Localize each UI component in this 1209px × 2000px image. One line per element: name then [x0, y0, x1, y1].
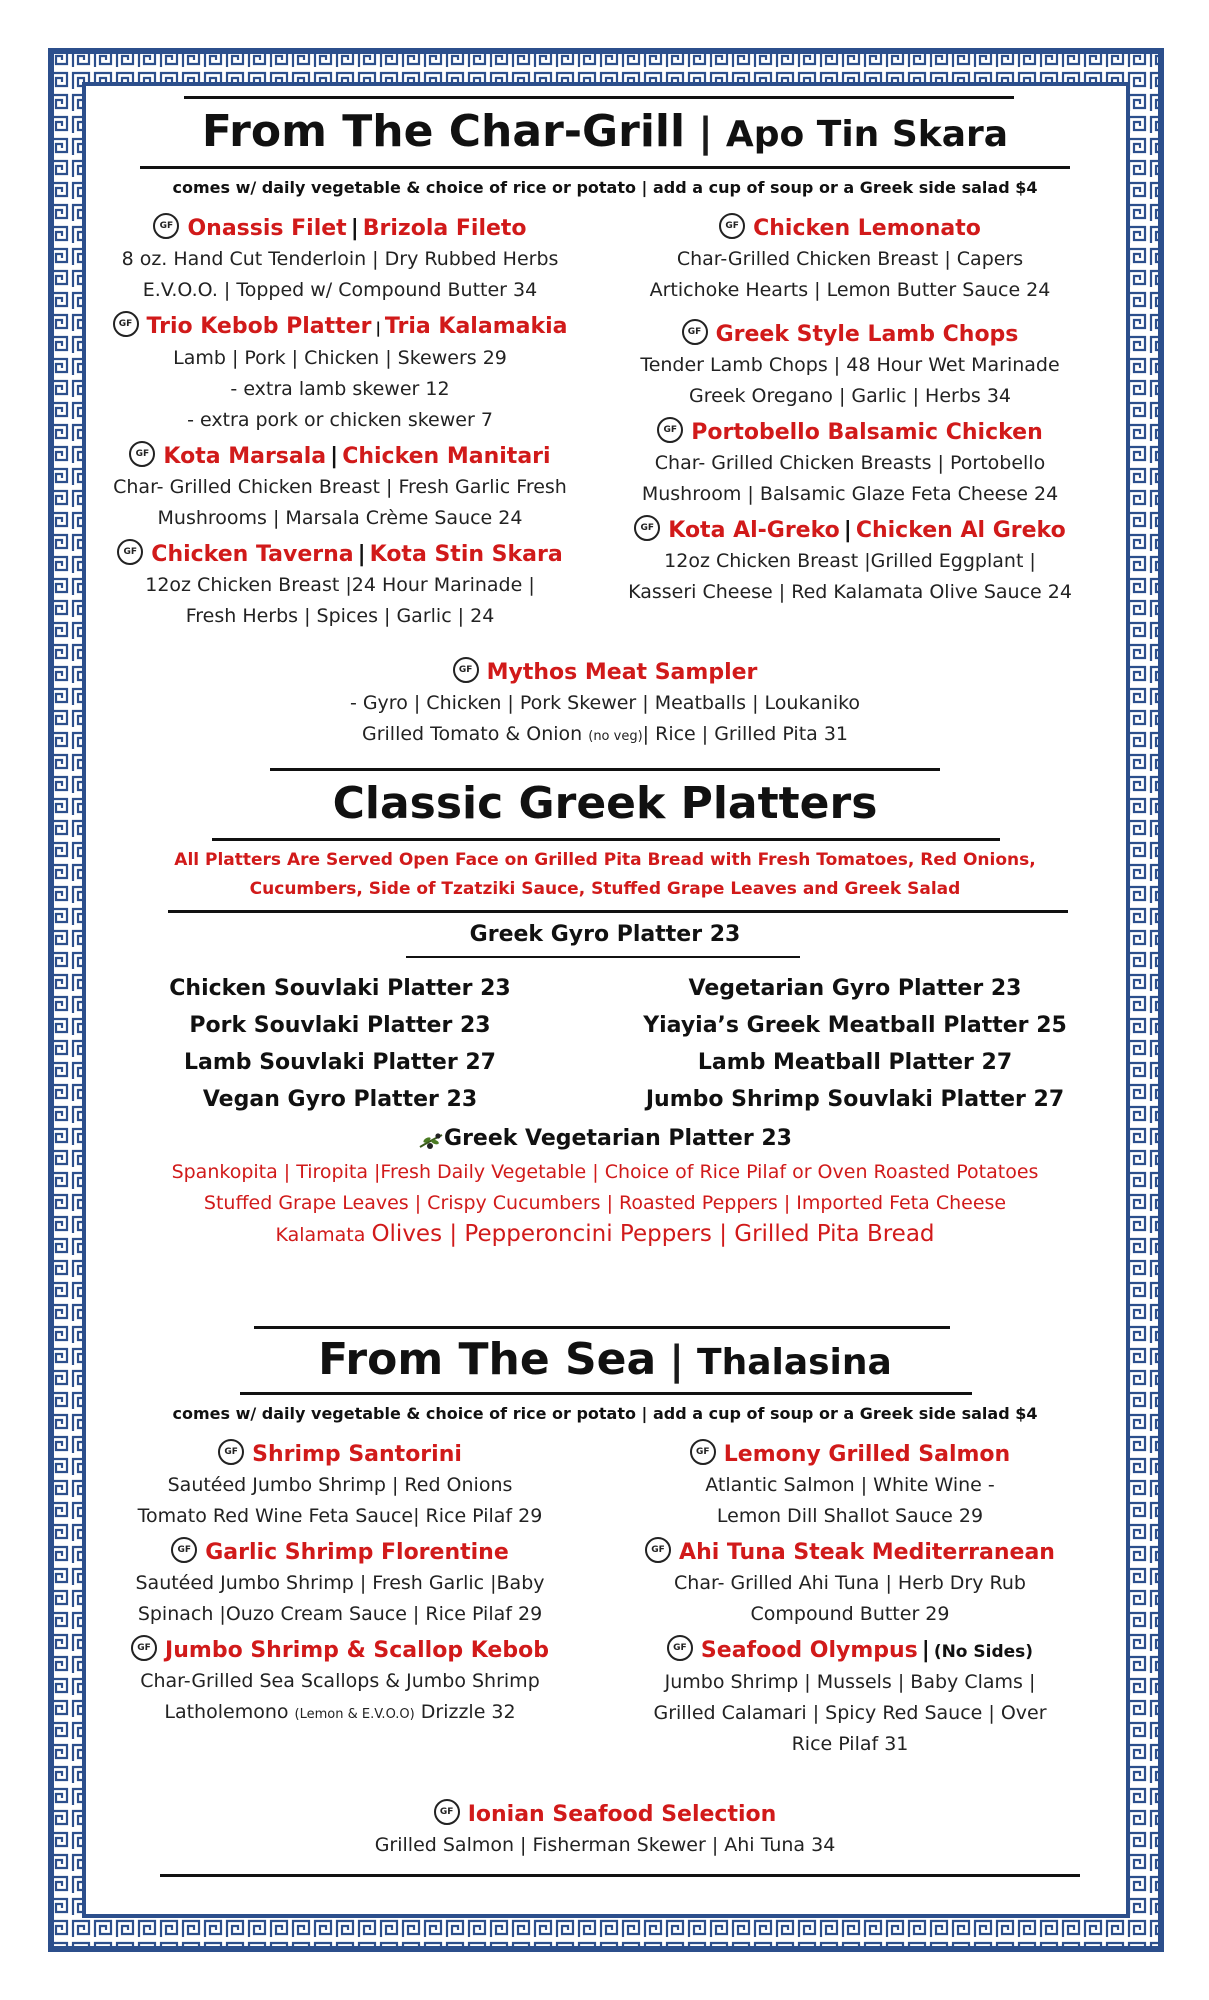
item-description-line2: Grilled Tomato & Onion (no veg)| Rice | Grilled Pita 31: [361, 723, 848, 745]
menu-item: [610, 1636, 1090, 1760]
platter-item: Vegetarian Gyro Platter 23: [688, 976, 1022, 1001]
sea-left-column: [100, 1440, 580, 1736]
name-separator: |: [843, 518, 852, 543]
no-sides-tag: (No Sides): [933, 1642, 1034, 1662]
item-name: Chicken Lemonato: [753, 216, 981, 241]
gluten-free-icon: GF: [453, 657, 479, 683]
item-description: - Gyro | Chicken | Pork Skewer | Meatballs | Loukaniko: [349, 692, 861, 714]
gluten-free-icon: GF: [117, 539, 143, 565]
grill-bottom-rule: [140, 166, 1070, 169]
item-description: Atlantic Salmon | White Wine - Lemon Dill Shallot Sauce 29: [705, 1474, 995, 1527]
menu-item: [610, 1440, 1090, 1532]
menu-item: [100, 1636, 580, 1730]
gluten-free-icon: GF: [153, 213, 179, 239]
menu-item: [610, 516, 1090, 608]
item-name: Trio Kebob Platter: [146, 314, 372, 339]
item-name: Lemony Grilled Salmon: [723, 1442, 1011, 1467]
gluten-free-icon: GF: [434, 1799, 460, 1825]
item-name: Chicken Taverna: [151, 542, 354, 567]
item-name: Portobello Balsamic Chicken: [691, 420, 1043, 445]
item-name: Kota Al-Greko: [668, 518, 840, 543]
item-name: Mythos Meat Sampler: [486, 660, 758, 685]
menu-item: [100, 442, 580, 534]
item-description-line2: Latholemono (Lemon & E.V.O.O) Drizzle 32: [164, 1701, 516, 1723]
platter-item: Chicken Souvlaki Platter 23: [169, 976, 511, 1001]
platters-note: All Platters Are Served Open Face on Grilled Pita Bread with Fresh Tomatoes, Red Onions, Cucumbers, Side of Tzatziki Sauce, Stuffed Grape Leaves and Greek Salad: [174, 850, 1036, 899]
sea-end-rule: [160, 1874, 1080, 1877]
item-description: Char- Grilled Ahi Tuna | Herb Dry Rub Compound Butter 29: [674, 1572, 1026, 1625]
name-separator: |: [357, 542, 366, 567]
item-name-alt: Kota Stin Skara: [369, 542, 563, 567]
veg-description-2: Stuffed Grape Leaves | Crispy Cucumbers | Roasted Peppers | Imported Feta Cheese: [203, 1192, 1007, 1214]
platters-left-column: [120, 970, 560, 1118]
gluten-free-icon: GF: [682, 319, 708, 345]
item-name-alt: Chicken Al Greko: [855, 518, 1066, 543]
grill-note: comes w/ daily vegetable & choice of rice or potato | add a cup of soup or a Greek side salad $4: [172, 178, 1038, 197]
gyro-platter: Greek Gyro Platter 23: [469, 922, 741, 947]
menu-item: [100, 540, 580, 632]
platters-right-column: [620, 970, 1090, 1118]
name-separator: |: [375, 319, 381, 337]
menu-item: [610, 418, 1090, 510]
name-separator: |: [330, 444, 339, 469]
platter-item: Lamb Meatball Platter 27: [697, 1050, 1013, 1075]
grill-title: From The Char-Grill: [201, 106, 686, 157]
menu-item: [610, 1538, 1090, 1630]
gluten-free-icon: GF: [634, 515, 660, 541]
sea-top-rule: [254, 1326, 950, 1329]
platters-note-rule: [168, 910, 1068, 913]
platter-item: Vegan Gyro Platter 23: [202, 1087, 478, 1112]
item-description: 12oz Chicken Breast |Grilled Eggplant | Kasseri Cheese | Red Kalamata Olive Sauce 24: [628, 550, 1072, 603]
platters-mid-rule: [212, 838, 1000, 841]
item-name-alt: Brizola Fileto: [362, 216, 527, 241]
platter-item: Pork Souvlaki Platter 23: [189, 1013, 491, 1038]
sea-title: From The Sea: [318, 1334, 657, 1385]
vegetarian-platter: [100, 1120, 1110, 1251]
menu-item: [100, 1440, 580, 1532]
veg-description-1: Spankopita | Tiropita |Fresh Daily Vegetable | Choice of Rice Pilaf or Oven Roasted Potatoes: [171, 1161, 1039, 1183]
item-description: Char-Grilled Chicken Breast | Capers Artichoke Hearts | Lemon Butter Sauce 24: [649, 248, 1051, 301]
sea-note: comes w/ daily vegetable & choice of rice or potato | add a cup of soup or a Greek side salad $4: [172, 1404, 1038, 1423]
item-description: Sautéed Jumbo Shrimp | Red Onions Tomato Red Wine Feta Sauce| Rice Pilaf 29: [137, 1474, 543, 1527]
grill-heading: [100, 106, 1110, 157]
gluten-free-icon: GF: [657, 417, 683, 443]
gluten-free-icon: GF: [113, 311, 139, 337]
item-name: Garlic Shrimp Florentine: [205, 1540, 509, 1565]
meat-sampler: [295, 658, 915, 752]
item-name-alt: Chicken Manitari: [342, 444, 551, 469]
item-description: Sautéed Jumbo Shrimp | Fresh Garlic |Baby Spinach |Ouzo Cream Sauce | Rice Pilaf 29: [135, 1572, 545, 1625]
item-name: Kota Marsala: [163, 444, 327, 469]
item-description: Char- Grilled Chicken Breast | Fresh Garlic Fresh Mushrooms | Marsala Crème Sauce 24: [113, 476, 567, 529]
menu-item: [100, 1538, 580, 1630]
gluten-free-icon: GF: [171, 1537, 197, 1563]
item-description: Jumbo Shrimp | Mussels | Baby Clams | Grilled Calamari | Spicy Red Sauce | Over Rice Pilaf 31: [653, 1671, 1047, 1755]
menu-item: [610, 214, 1090, 306]
grill-heading-divider: |: [698, 110, 713, 156]
veg-platter-title: Greek Vegetarian Platter 23: [444, 1126, 792, 1151]
olive-branch-icon: [418, 1126, 444, 1146]
gluten-free-icon: GF: [129, 441, 155, 467]
sea-heading: [100, 1334, 1110, 1385]
item-description: Tender Lamb Chops | 48 Hour Wet Marinade Greek Oregano | Garlic | Herbs 34: [640, 354, 1060, 407]
gluten-free-icon: GF: [719, 213, 745, 239]
sea-bottom-rule: [240, 1392, 972, 1395]
menu-item: [100, 312, 580, 436]
grill-top-rule: [184, 96, 1014, 99]
grill-subtitle: Apo Tin Skara: [725, 114, 1009, 155]
item-description: 8 oz. Hand Cut Tenderloin | Dry Rubbed Herbs E.V.O.O. | Topped w/ Compound Butter 34: [121, 248, 559, 301]
item-description: 12oz Chicken Breast |24 Hour Marinade | Fresh Herbs | Spices | Garlic | 24: [145, 574, 535, 627]
platters-top-rule: [270, 768, 940, 771]
item-description: Lamb | Pork | Chicken | Skewers 29 - extra lamb skewer 12 - extra pork or chicken skewer 7: [173, 347, 507, 431]
item-name-alt: Tria Kalamakia: [384, 314, 568, 339]
item-name: Shrimp Santorini: [252, 1442, 462, 1467]
veg-description-3: Kalamata Olives | Pepperoncini Peppers | Grilled Pita Bread: [275, 1221, 935, 1247]
item-name: Seafood Olympus: [700, 1638, 918, 1663]
menu-content: [100, 90, 1110, 1910]
item-description: Char- Grilled Chicken Breasts | Portobello Mushroom | Balsamic Glaze Feta Cheese 24: [641, 452, 1059, 505]
grill-left-column: [100, 214, 580, 638]
platter-item: Jumbo Shrimp Souvlaki Platter 27: [645, 1087, 1065, 1112]
name-separator: |: [921, 1638, 930, 1663]
gluten-free-icon: GF: [690, 1439, 716, 1465]
name-separator: |: [350, 216, 359, 241]
item-name: Jumbo Shrimp & Scallop Kebob: [165, 1638, 549, 1663]
grill-right-column: [610, 214, 1090, 614]
item-name: Greek Style Lamb Chops: [715, 322, 1019, 347]
menu-item: [100, 214, 580, 306]
gluten-free-icon: GF: [131, 1635, 157, 1661]
sea-heading-divider: |: [669, 1338, 684, 1384]
item-name: Onassis Filet: [187, 216, 347, 241]
item-description: Char-Grilled Sea Scallops & Jumbo Shrimp: [140, 1670, 540, 1692]
item-name: Ionian Seafood Selection: [467, 1802, 777, 1827]
platter-item: Lamb Souvlaki Platter 27: [184, 1050, 496, 1075]
gyro-rule: [406, 956, 800, 958]
ionian-seafood: [295, 1800, 915, 1861]
sea-subtitle: Thalasina: [697, 1342, 892, 1383]
sea-right-column: [610, 1440, 1090, 1766]
menu-item: [610, 320, 1090, 412]
gluten-free-icon: GF: [645, 1537, 671, 1563]
gluten-free-icon: GF: [218, 1439, 244, 1465]
platter-item: Yiayia’s Greek Meatball Platter 25: [643, 1013, 1067, 1038]
item-name: Ahi Tuna Steak Mediterranean: [679, 1540, 1055, 1565]
gluten-free-icon: GF: [667, 1635, 693, 1661]
item-description: Grilled Salmon | Fisherman Skewer | Ahi Tuna 34: [374, 1834, 836, 1856]
platters-title: Classic Greek Platters: [332, 778, 878, 829]
